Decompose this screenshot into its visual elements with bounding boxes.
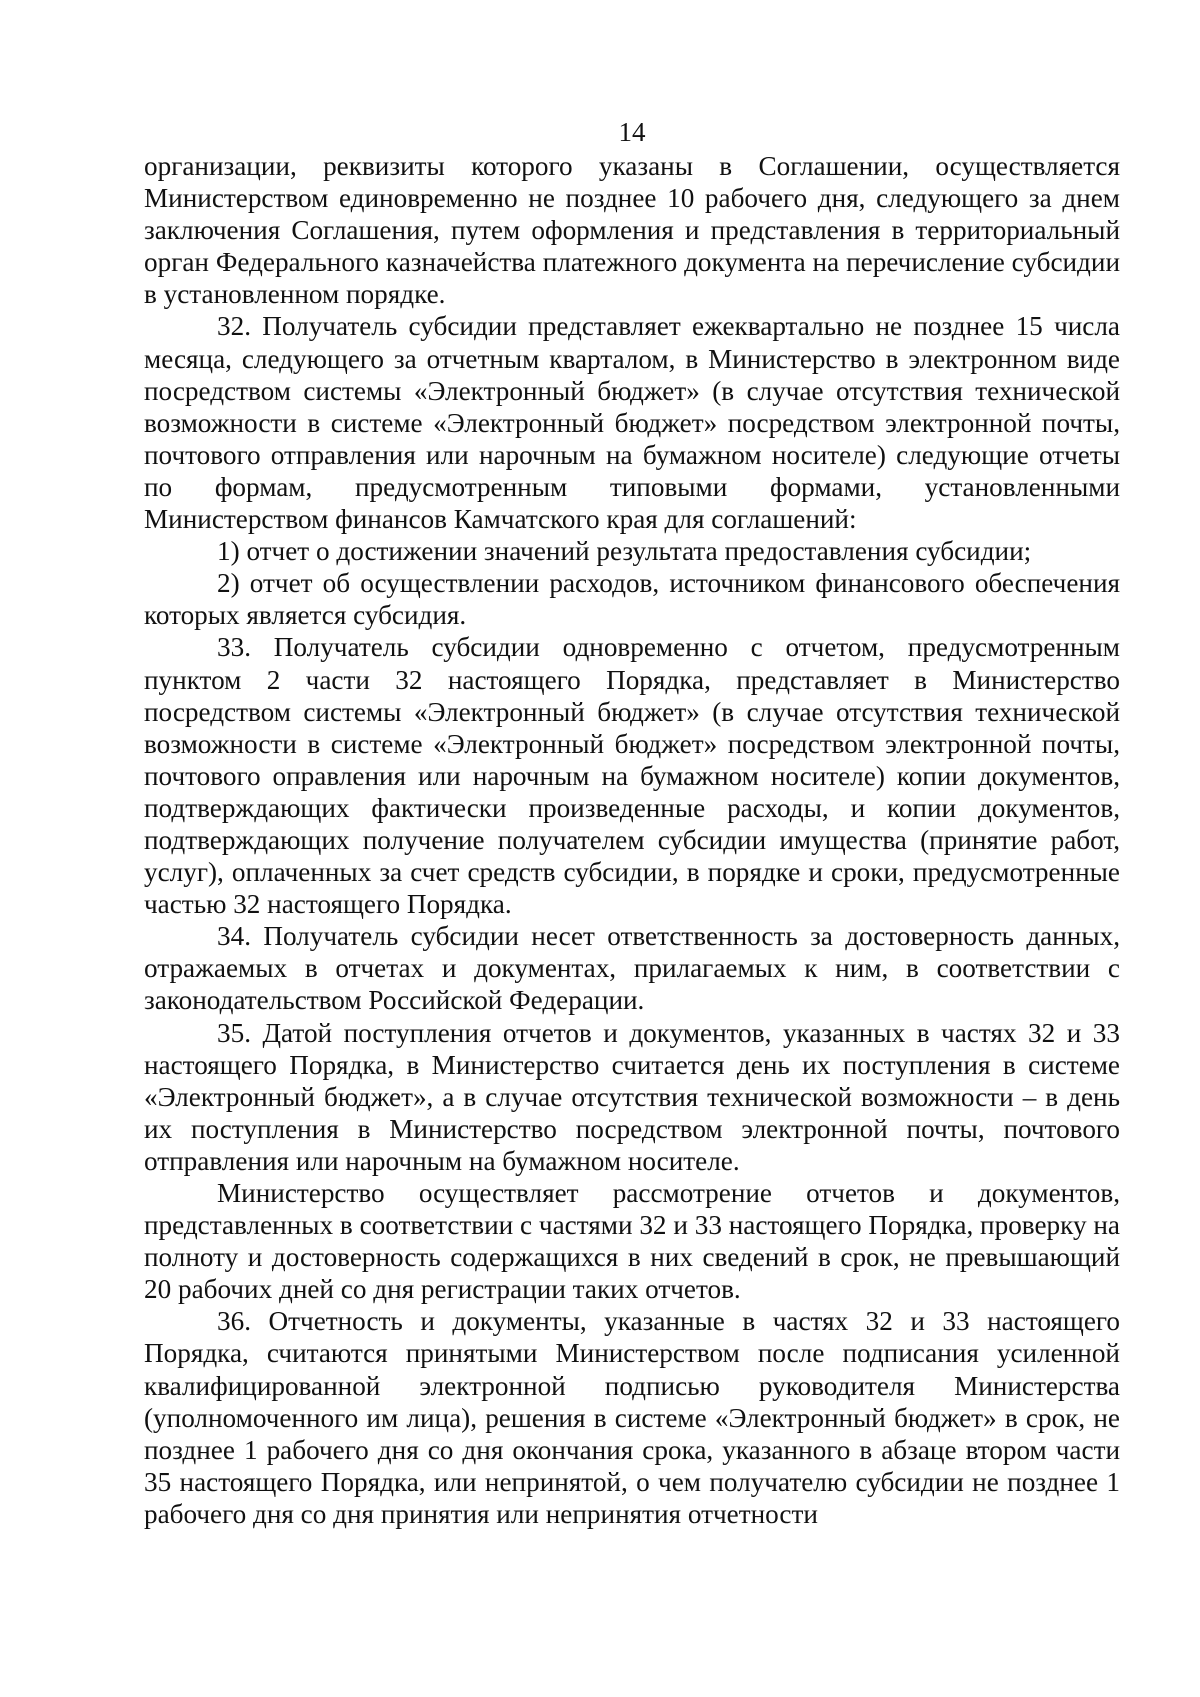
paragraph-36: 36. Отчетность и документы, указанные в частях 32 и 33 настоящего Порядка, считаются принятыми Министерством после подписания усиленной квалифицированной электронной подписью руководителя Министерства (уполномоченного им лица), решения в системе «Электронный бюджет» в срок, не позднее 1 рабочего дня со дня окончания срока, указанного в абзаце втором части 35 настоящего Порядка, или непринятой, о чем получателю субсидии не позднее 1 рабочего дня со дня принятия или непринятия отчетности <box>144 1306 1120 1529</box>
paragraph-35-part-2: Министерство осуществляет рассмотрение отчетов и документов, представленных в соответствии с частями 32 и 33 настоящего Порядка, проверку на полноту и достоверность содержащихся в них сведений в срок, не превышающий 20 рабочих дней со дня регистрации таких отчетов. <box>144 1178 1120 1305</box>
paragraph-35: 35. Датой поступления отчетов и документов, указанных в частях 32 и 33 настоящего Порядка, в Министерство считается день их поступления в системе «Электронный бюджет», а в случае отсутствия технической возможности – в день их поступления в Министерство посредством электронной почты, почтового отправления или нарочным на бумажном носителе. <box>144 1017 1120 1176</box>
paragraph-32-item-2: 2) отчет об осуществлении расходов, источником финансового обеспечения которых является субсидия. <box>144 568 1120 631</box>
document-page <box>144 116 1120 1530</box>
page-number: 14 <box>618 117 646 147</box>
paragraph-32-item-1: 1) отчет о достижении значений результата предоставления субсидии; <box>217 536 1032 567</box>
paragraph-continuation: организации, реквизиты которого указаны в Соглашении, осуществляется Министерством единовременно не позднее 10 рабочего дня, следующего за днем заключения Соглашения, путем оформления и представления в территориальный орган Федерального казначейства платежного документа на перечисление субсидии в установленном порядке. <box>144 151 1120 310</box>
paragraph-33: 33. Получатель субсидии одновременно с отчетом, предусмотренным пунктом 2 части 32 настоящего Порядка, представляет в Министерство посредством системы «Электронный бюджет» (в случае отсутствия технической возможности в системе «Электронный бюджет» посредством электронной почты, почтового оправления или нарочным на бумажном носителе) копии документов, подтверждающих фактически произведенные расходы, и копии документов, подтверждающих получение получателем субсидии имущества (принятие работ, услуг), оплаченных за счет средств субсидии, в порядке и сроки, предусмотренные частью 32 настоящего Порядка. <box>144 632 1120 920</box>
paragraph-32: 32. Получатель субсидии представляет ежеквартально не позднее 15 числа месяца, следующего за отчетным кварталом, в Министерство в электронном виде посредством системы «Электронный бюджет» (в случае отсутствия технической возможности в системе «Электронный бюджет» посредством электронной почты, почтового отправления или нарочным на бумажном носителе) следующие отчеты по формам, предусмотренным типовыми формами, установленными Министерством финансов Камчатского края для соглашений: <box>144 311 1120 535</box>
paragraph-34: 34. Получатель субсидии несет ответственность за достоверность данных, отражаемых в отчетах и документах, прилагаемых к ним, в соответствии с законодательством Российской Федерации. <box>144 921 1120 1016</box>
